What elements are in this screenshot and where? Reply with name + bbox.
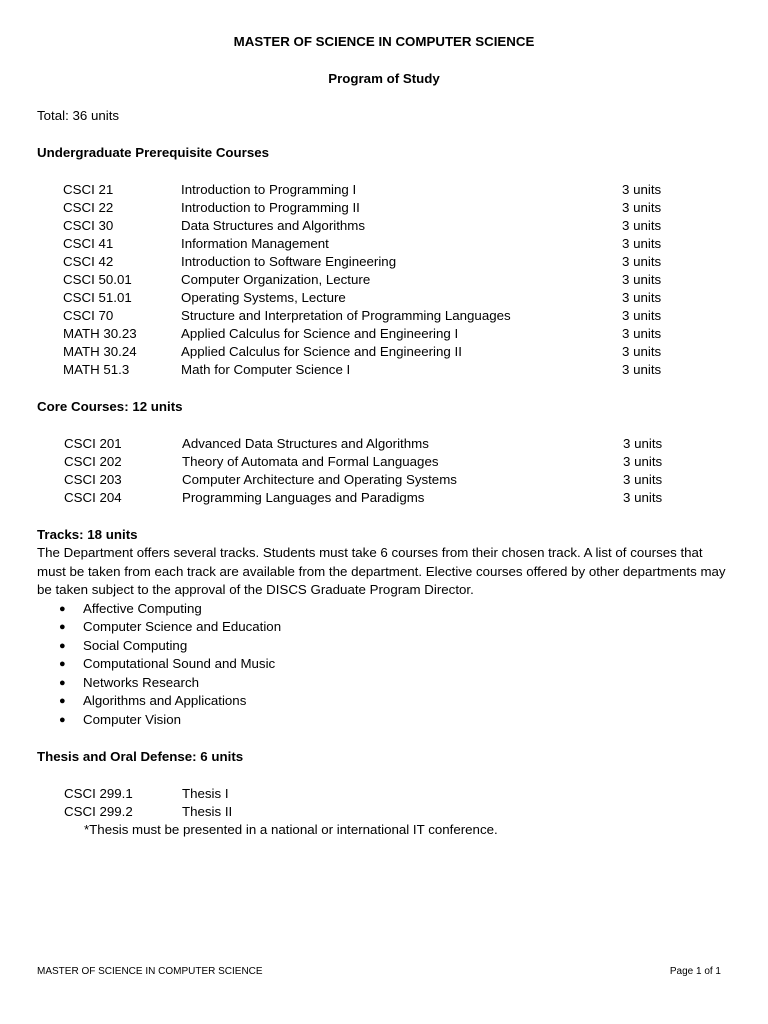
course-title: Data Structures and Algorithms [181,218,366,233]
bullet-icon: ● [59,658,66,670]
track-name: Affective Computing [83,600,202,616]
page-footer [37,964,721,980]
course-row [37,271,731,289]
course-units: 3 units [622,254,662,269]
bullet-icon: ● [59,695,66,707]
footer-title: MASTER OF SCIENCE IN COMPUTER SCIENCE [37,966,263,977]
course-code: CSCI 50.01 [63,272,132,287]
course-title: Introduction to Software Engineering [181,254,397,269]
course-code: CSCI 30 [63,218,114,233]
course-units: 3 units [623,454,663,469]
document-subtitle: Program of Study [328,71,440,86]
course-code: CSCI 201 [64,436,122,451]
course-code: CSCI 42 [63,254,114,269]
list-item [37,655,731,674]
course-units: 3 units [623,436,663,451]
course-row [37,289,731,307]
course-units: 3 units [622,182,662,197]
course-code: CSCI 204 [64,490,122,505]
course-code: CSCI 70 [63,308,114,323]
course-title: Programming Languages and Paradigms [182,490,425,505]
course-row [37,803,731,821]
course-code: MATH 30.24 [63,344,137,359]
course-units: 3 units [622,308,662,323]
thesis-note: *Thesis must be presented in a national or international IT conference. [84,822,498,837]
track-name: Social Computing [83,637,188,653]
course-code: MATH 30.23 [63,326,137,341]
course-title: Advanced Data Structures and Algorithms [182,436,429,451]
page-number: Page 1 of 1 [669,966,721,977]
thesis-heading: Thesis and Oral Defense: 6 units [37,749,244,764]
course-units: 3 units [622,236,662,251]
course-units: 3 units [622,218,662,233]
course-title: Thesis I [182,786,229,801]
course-row [37,325,731,343]
course-row [37,253,731,271]
tracks-description: The Department offers several tracks. Students must take 6 courses from their chosen track. A list of courses that must be taken from each track are available from the department. Elective courses offered by other departments may be taken subject to the approval of the DISCS Graduate Program Director. [37,545,726,597]
course-row [37,471,731,489]
course-row [37,199,731,217]
course-units: 3 units [622,290,662,305]
course-code: CSCI 202 [64,454,122,469]
track-list [37,600,731,730]
course-row [37,307,731,325]
course-code: CSCI 41 [63,236,114,251]
course-row [37,235,731,253]
course-title: Theory of Automata and Formal Languages [182,454,439,469]
course-title: Computer Architecture and Operating Systems [182,472,457,487]
track-name: Computational Sound and Music [83,656,276,671]
list-item [37,711,731,730]
bullet-icon: ● [59,639,66,652]
course-row [37,453,731,471]
course-title: Math for Computer Science I [181,362,351,377]
list-item [37,600,731,619]
course-row [37,435,731,453]
course-units: 3 units [623,472,663,487]
course-title: Structure and Interpretation of Programming Languages [181,308,511,323]
course-title: Applied Calculus for Science and Engineering II [181,344,462,359]
undergrad-heading: Undergraduate Prerequisite Courses [37,145,270,160]
course-title: Computer Organization, Lecture [181,272,371,287]
course-row [37,217,731,235]
course-row [37,181,731,199]
course-units: 3 units [622,362,662,377]
course-units: 3 units [622,272,662,287]
undergrad-course-table [37,181,731,379]
list-item [37,637,731,656]
course-code: CSCI 51.01 [63,290,132,305]
track-name: Networks Research [83,674,200,690]
course-title: Information Management [181,236,329,251]
course-row [37,361,731,379]
list-item [37,692,731,711]
course-title: Applied Calculus for Science and Engineering I [181,326,459,341]
thesis-course-table [37,785,731,839]
tracks-heading: Tracks: 18 units [37,527,138,542]
total-units: Total: 36 units [37,108,120,123]
course-row [37,489,731,507]
course-units: 3 units [622,344,662,359]
list-item [37,618,731,637]
course-code: CSCI 299.2 [64,804,133,819]
course-code: CSCI 299.1 [64,786,133,801]
track-name: Computer Science and Education [83,619,282,634]
track-name: Algorithms and Applications [83,693,247,708]
course-row [37,343,731,361]
course-title: Introduction to Programming II [181,200,360,215]
course-row [37,785,731,803]
course-code: CSCI 22 [63,200,114,215]
course-code: CSCI 21 [63,182,114,197]
core-heading: Core Courses: 12 units [37,399,183,414]
track-name: Computer Vision [83,711,182,727]
bullet-icon: ● [59,602,66,615]
bullet-icon: ● [59,676,66,689]
course-units: 3 units [623,490,663,505]
core-course-table [37,435,731,507]
document-title: MASTER OF SCIENCE IN COMPUTER SCIENCE [233,34,535,49]
course-title: Introduction to Programming I [181,182,357,197]
course-units: 3 units [622,200,662,215]
list-item [37,674,731,693]
bullet-icon: ● [59,621,66,633]
course-code: MATH 51.3 [63,362,130,377]
course-units: 3 units [622,326,662,341]
bullet-icon: ● [59,713,66,726]
course-title: Thesis II [182,804,233,819]
course-title: Operating Systems, Lecture [181,290,346,305]
course-code: CSCI 203 [64,472,122,487]
